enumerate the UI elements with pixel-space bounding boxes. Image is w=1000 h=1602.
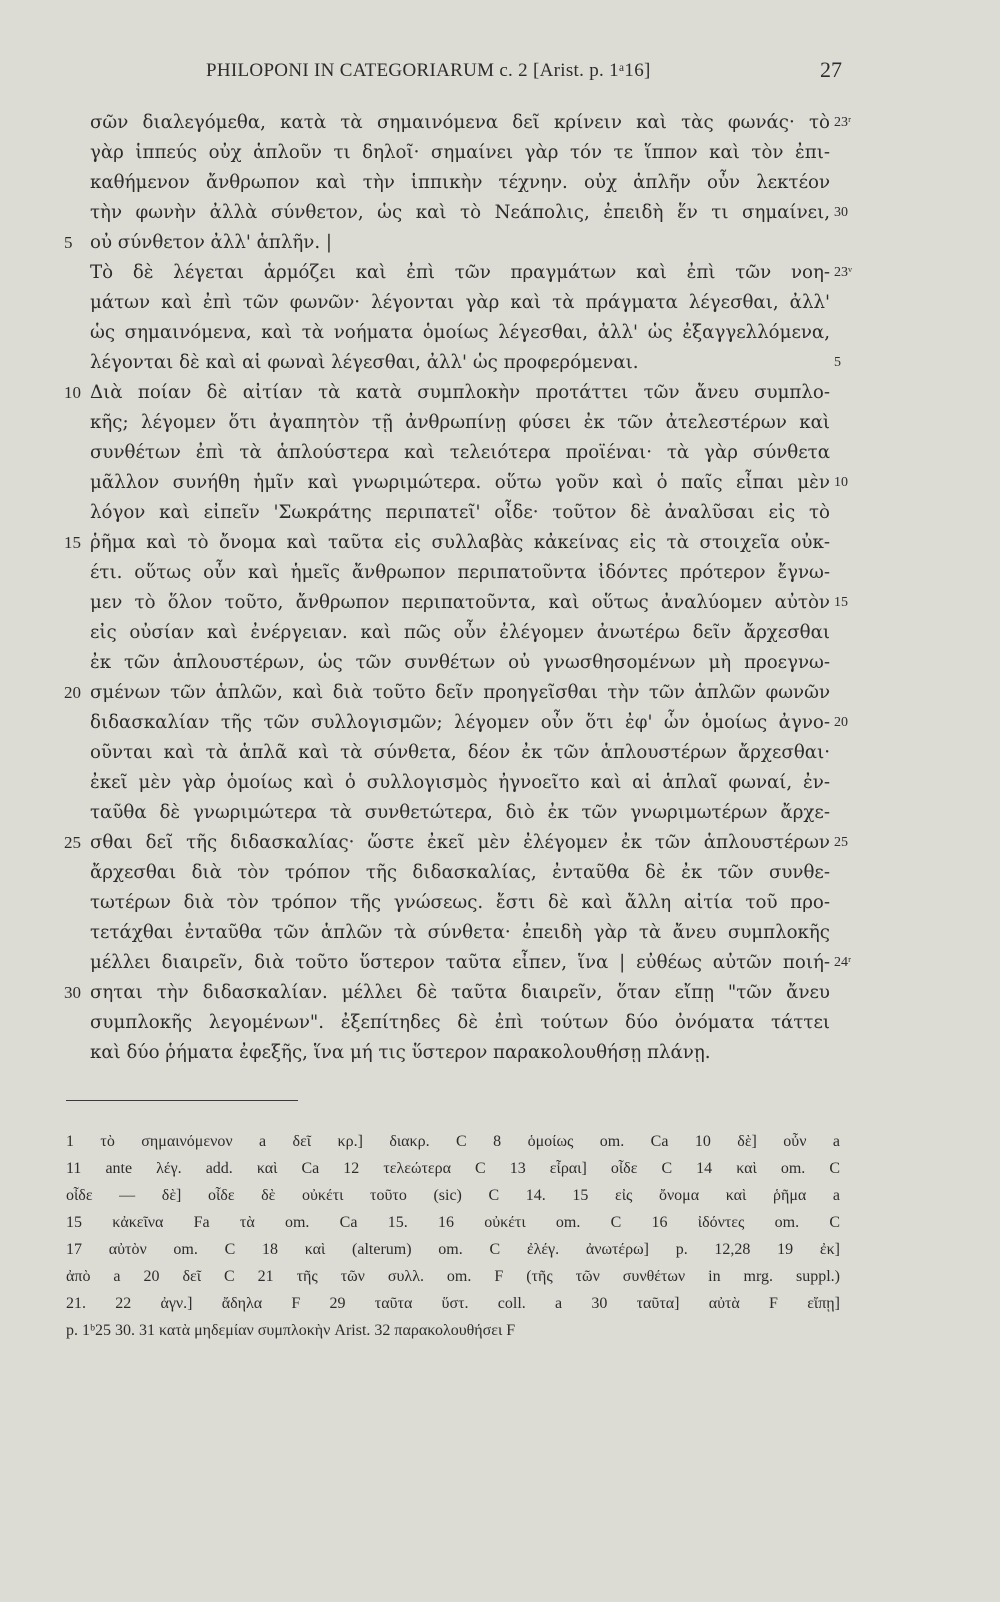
apparatus-line: ἀπὸ a 20 δεῖ C 21 τῆς τῶν συλλ. om. F (τῆς τῶν συνθέτων in mrg. suppl.) [66, 1268, 840, 1285]
margin-reference [834, 798, 894, 828]
margin-reference [834, 618, 894, 648]
margin-reference [834, 288, 894, 318]
line-number: 25 [64, 833, 81, 852]
footnote-divider [66, 1100, 298, 1101]
margin-reference: 15 [834, 595, 848, 610]
margin-reference [834, 438, 894, 468]
line-number: 10 [64, 383, 81, 402]
text-line: εἰς οὐσίαν καὶ ἐνέργειαν. καὶ πῶς οὖν ἐλέγομεν ἀνωτέρω δεῖν ἄρχεσθαι [90, 622, 830, 643]
text-line: ῥῆμα καὶ τὸ ὄνομα καὶ ταῦτα εἰς συλλαβὰς κἀκείνας εἰς τὰ στοιχεῖα οὐκ- [90, 532, 830, 553]
text-line: τωτέρων διὰ τὸν τρόπον τῆς γνώσεως. ἔστι δὲ καὶ ἄλλη αἰτία τοῦ προ- [90, 892, 830, 913]
line-number [64, 258, 88, 288]
text-line: σθαι δεῖ τῆς διδασκαλίας· ὥστε ἐκεῖ μὲν ἐλέγομεν ἐκ τῶν ἁπλουστέρων [90, 832, 830, 853]
margin-reference [834, 528, 894, 558]
text-line: καὶ δύο ῥήματα ἐφεξῆς, ἵνα μή τις ὕστερον παρακολουθήσῃ πλάνῃ. [90, 1042, 711, 1063]
text-line: οὐ σύνθετον ἀλλ' ἁπλῆν. | [90, 232, 333, 253]
margin-reference [834, 768, 894, 798]
line-number [64, 948, 88, 978]
line-number [64, 498, 88, 528]
line-number [64, 318, 88, 348]
text-line: τετάχθαι ἐνταῦθα τῶν ἁπλῶν τὰ σύνθετα· ἐπειδὴ γὰρ τὰ ἄνευ συμπλοκῆς [90, 922, 830, 943]
margin-reference [834, 318, 894, 348]
line-number [64, 138, 88, 168]
apparatus-line: 17 αὐτὸν om. C 18 καὶ (alterum) om. C ἐλέγ. ἀνωτέρω] p. 12,28 19 ἐκ] [66, 1241, 840, 1258]
text-line: σῶν διαλεγόμεθα, κατὰ τὰ σημαινόμενα δεῖ κρίνειν καὶ τὰς φωνάς· τὸ [90, 112, 830, 133]
text-line: σηται τὴν διδασκαλίαν. μέλλει δὲ ταῦτα διαιρεῖν, ὅταν εἴπῃ "τῶν ἄνευ [90, 982, 830, 1003]
line-number [64, 558, 88, 588]
line-number [64, 1038, 88, 1068]
margin-reference: 25 [834, 835, 848, 850]
line-number [64, 888, 88, 918]
text-line: μέλλει διαιρεῖν, διὰ τοῦτο ὕστερον ταῦτα εἶπεν, ἵνα | εὐθέως αὐτῶν ποιή- [90, 952, 830, 973]
text-line: καθήμενον ἄνθρωπον καὶ τὴν ἱππικὴν τέχνην. οὐχ ἁπλῆν οὖν λεκτέον [90, 172, 830, 193]
text-line: λέγονται δὲ καὶ αἱ φωναὶ λέγεσθαι, ἀλλ' ὡς προφερόμεναι. [90, 352, 639, 373]
line-number [64, 348, 88, 378]
line-number: 15 [64, 533, 81, 552]
line-number: 30 [64, 983, 81, 1002]
text-line: μᾶλλον συνήθη ἡμῖν καὶ γνωριμώτερα. οὕτω γοῦν καὶ ὁ παῖς εἶπαι μὲν [90, 472, 830, 493]
line-number [64, 708, 88, 738]
line-number [64, 168, 88, 198]
margin-reference [834, 408, 894, 438]
line-number [64, 468, 88, 498]
text-line: ἄρχεσθαι διὰ τὸν τρόπον τῆς διδασκαλίας, ἐνταῦθα δὲ ἐκ τῶν συνθε- [90, 862, 830, 883]
margin-reference [834, 1038, 894, 1068]
text-line: έτι. οὕτως οὖν καὶ ἡμεῖς ἄνθρωπον περιπατοῦντα ἰδόντες πρότερον ἔγνω- [90, 562, 830, 583]
margin-reference [834, 888, 894, 918]
apparatus-line: 15 κἀκεῖνα Fa τὰ om. Ca 15. 16 οὐκέτι om. C 16 ἰδόντες om. C [66, 1214, 840, 1231]
margin-reference [834, 1008, 894, 1038]
apparatus-line: οἶδε — δὲ] οἶδε δὲ οὐκέτι τοῦτο (sic) C 14. 15 εἰς ὄνομα καὶ ῥῆμα a [66, 1187, 840, 1204]
margin-reference: 24ʳ [834, 955, 852, 970]
margin-reference: 5 [834, 355, 841, 370]
line-number [64, 618, 88, 648]
line-number [64, 738, 88, 768]
line-number [64, 108, 88, 138]
text-line: μάτων καὶ ἐπὶ τῶν φωνῶν· λέγονται γὰρ καὶ τὰ πράγματα λέγεσθαι, ἀλλ' [90, 292, 830, 313]
line-number [64, 648, 88, 678]
text-line: λόγον καὶ εἰπεῖν 'Σωκράτης περιπατεῖ' οἶδε· τοῦτον δὲ ἀναλῦσαι εἰς τὸ [90, 502, 830, 523]
margin-reference [834, 648, 894, 678]
text-line: μεν τὸ ὅλον τοῦτο, ἄνθρωπον περιπατοῦντα, καὶ οὕτως ἀναλύομεν αὐτὸν [90, 592, 830, 613]
margin-reference [834, 378, 894, 408]
line-number [64, 768, 88, 798]
text-line: Διὰ ποίαν δὲ αἰτίαν τὰ κατὰ συμπλοκὴν προτάττει τῶν ἄνευ συμπλο- [90, 382, 830, 403]
line-number [64, 288, 88, 318]
line-number [64, 408, 88, 438]
text-line: οῦνται καὶ τὰ ἁπλᾶ καὶ τὰ σύνθετα, δέον ἐκ τῶν ἁπλουστέρων ἄρχεσθαι· [90, 742, 830, 763]
line-number [64, 198, 88, 228]
text-line: διδασκαλίαν τῆς τῶν συλλογισμῶν; λέγομεν οὖν ὅτι ἐφ' ὧν ὁμοίως ἀγνο- [90, 712, 830, 733]
apparatus-line: 11 ante λέγ. add. καὶ Ca 12 τελεώτερα C 13 εἶραι] οἶδε C 14 καὶ om. C [66, 1160, 840, 1177]
apparatus-line: p. 1ᵇ25 30. 31 κατὰ μηδεμίαν συμπλοκὴν Arist. 32 παρακολουθήσει F [66, 1322, 516, 1339]
text-line: κῆς; λέγομεν ὅτι ἀγαπητὸν τῇ ἀνθρωπίνῃ φύσει ἐκ τῶν ἀτελεστέρων καὶ [90, 412, 830, 433]
running-title: PHILOPONI IN CATEGORIARUM c. 2 [Arist. p. 1ᵃ16] [206, 60, 651, 81]
apparatus-line: 21. 22 ἀγν.] ἄδηλα F 29 ταῦτα ὕστ. coll. a 30 ταῦτα] αὐτὰ F εἴπῃ] [66, 1295, 840, 1312]
text-line: συμπλοκῆς λεγομένων". ἐξεπίτηδες δὲ ἐπὶ τούτων δύο ὀνόματα τάττει [90, 1012, 830, 1033]
line-number [64, 588, 88, 618]
margin-reference [834, 138, 894, 168]
line-number [64, 438, 88, 468]
margin-reference [834, 228, 894, 258]
margin-reference [834, 678, 894, 708]
margin-reference [834, 978, 894, 1008]
line-number [64, 798, 88, 828]
text-line: ταῦθα δὲ γνωριμώτερα τὰ συνθετώτερα, διὸ ἐκ τῶν γνωριμωτέρων ἄρχε- [90, 802, 830, 823]
text-line: ἐκεῖ μὲν γὰρ ὁμοίως καὶ ὁ συλλογισμὸς ἠγνοεῖτο καὶ αἱ ἁπλαῖ φωναί, ἐν- [90, 772, 830, 793]
text-line: ὡς σημαινόμενα, καὶ τὰ νοήματα ὁμοίως λέγεσθαι, ἀλλ' ὡς ἐξαγγελλόμενα, [90, 322, 830, 343]
line-number [64, 1008, 88, 1038]
text-line: τὴν φωνὴν ἀλλὰ σύνθετον, ὡς καὶ τὸ Νεάπολις, ἐπειδὴ ἕν τι σημαίνει, [90, 202, 830, 223]
apparatus-line: 1 τὸ σημαινόμενον a δεῖ κρ.] διακρ. C 8 ὁμοίως om. Ca 10 δὲ] οὖν a [66, 1133, 840, 1150]
page-number: 27 [820, 57, 842, 82]
text-line: σμένων τῶν ἁπλῶν, καὶ διὰ τοῦτο δεῖν προηγεῖσθαι τὴν τῶν ἁπλῶν φωνῶν [90, 682, 830, 703]
margin-reference [834, 858, 894, 888]
margin-reference [834, 918, 894, 948]
margin-reference [834, 168, 894, 198]
margin-reference: 10 [834, 475, 848, 490]
margin-reference: 20 [834, 715, 848, 730]
margin-reference [834, 738, 894, 768]
line-number: 5 [64, 233, 73, 252]
line-number [64, 858, 88, 888]
margin-reference [834, 498, 894, 528]
running-header [0, 57, 1000, 90]
line-number: 20 [64, 683, 81, 702]
line-number [64, 918, 88, 948]
margin-reference [834, 558, 894, 588]
text-line: γὰρ ἱππεύς οὐχ ἁπλοῦν τι δηλοῖ· σημαίνει γὰρ τόν τε ἵππον καὶ τὸν ἐπι- [90, 142, 830, 163]
margin-reference: 30 [834, 205, 848, 220]
margin-reference: 23ʳ [834, 115, 852, 130]
text-line: συνθέτων ἐπὶ τὰ ἁπλούστερα καὶ τελειότερα προϊέναι· τὰ γὰρ σύνθετα [90, 442, 830, 463]
margin-reference: 23ᵛ [834, 265, 853, 280]
text-line: Τὸ δὲ λέγεται ἁρμόζει καὶ ἐπὶ τῶν πραγμάτων καὶ ἐπὶ τῶν νοη- [90, 262, 830, 283]
text-line: ἐκ τῶν ἁπλουστέρων, ὡς τῶν συνθέτων οὐ γνωσθησομένων μὴ προεγνω- [90, 652, 830, 673]
